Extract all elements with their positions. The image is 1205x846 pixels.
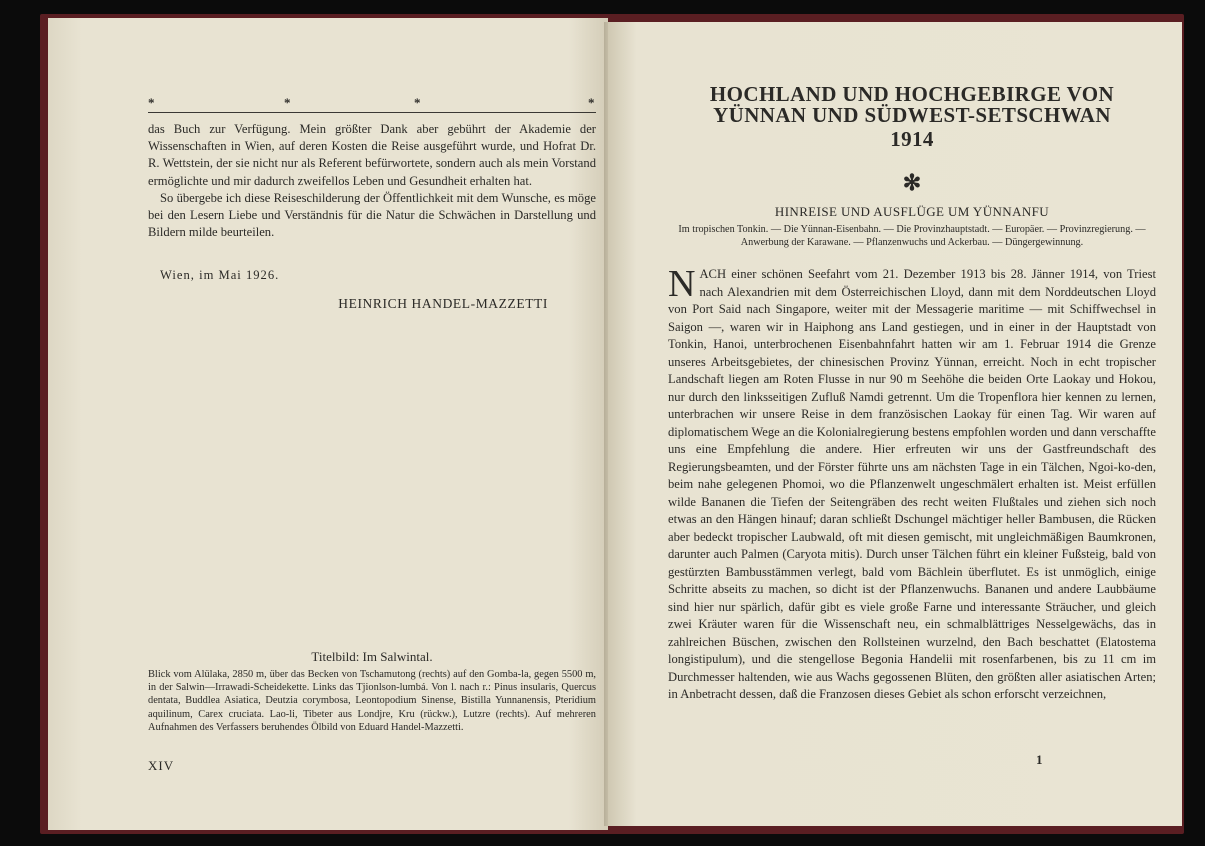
drop-cap: N — [668, 263, 696, 305]
page-number-left: XIV — [148, 758, 175, 773]
left-page — [48, 18, 608, 830]
star-ornament: * — [284, 95, 291, 110]
preface-text — [148, 121, 596, 241]
frontispiece-title: Titelbild: Im Salwintal. — [311, 649, 433, 664]
star-ornament: * — [148, 95, 155, 110]
chapter-summary: Im tropischen Tonkin. — Die Yünnan-Eisenbahn. — Die Provinzhauptstadt. — Europäer. — Provinzregierung. — Anwerbung der Karawane. — Pflanzenwuchs und Ackerbau. — Düngergewinnung. — [678, 224, 1146, 248]
author-signature: HEINRICH HANDEL-MAZZETTI — [338, 296, 548, 311]
ornament-icon: ✻ — [902, 170, 922, 195]
title-line: YÜNNAN UND SÜDWEST-SETSCHWAN — [713, 103, 1111, 127]
title-line: HOCHLAND UND HOCHGEBIRGE VON — [709, 82, 1115, 106]
chapter-heading: HINREISE UND AUSFLÜGE UM YÜNNANFU — [774, 204, 1050, 219]
preface-paragraph-2: So übergebe ich diese Reiseschilderung der Öffentlichkeit mit dem Wunsche, es möge bei den Lesern Liebe und Verständnis für die Natur die Schwächen in Darstellung und Bildern milde beurteilen. — [148, 190, 596, 240]
star-rule — [148, 95, 596, 113]
title-year: 1914 — [890, 127, 934, 151]
book-title — [668, 84, 1156, 150]
chapter-body — [668, 263, 1156, 704]
place-date: Wien, im Mai 1926. — [160, 268, 280, 282]
page-number-right: 1 — [1036, 752, 1043, 767]
right-page — [608, 22, 1182, 826]
frontispiece-caption: Blick vom Alülaka, 2850 m, über das Becken von Tschamutong (rechts) auf den Gomba-la, gegen 5500 m, in der Salwin—Irrawadi-Scheidekette. Links das Tjionlson-lumbá. Von l. nach r.: Pinus insularis, Quercus dentata, Buddlea Asiatica, Deutzia corymbosa, Leontopodium Sinense, Bistilla Yunnanensis, Pteridium aquilinum, Carex cruciata. Lao-li, Tibeter aus Londjre, Kru (rückw.), Lutzre (rechts). Auf mehreren Aufnahmen des Verfassers beruhendes Ölbild von Eduard Handel-Mazzetti. — [148, 669, 596, 733]
star-ornament: * — [414, 95, 421, 110]
body-paragraph: ACH einer schönen Seefahrt vom 21. Dezember 1913 bis 28. Jänner 1914, von Triest nach Alexandrien mit dem Österreichischen Lloyd, dann mit dem Norddeutschen Lloyd von Port Said nach Singapore, weiter mit der Messagerie maritime — mit Schiffwechsel in Saigon —, waren wir in Haiphong ans Land gestiegen, und in einer in der Hauptstadt von Tonkin, Hanoi, unterbrochenen Eisenbahnfahrt hatten wir am 1. Februar 1914 die Grenze unseres Arbeitsgebietes, der chinesischen Provinz Yünnan, erreicht. Noch in echt tropischer Landschaft liegen am Roten Flusse in nur 90 m Seehöhe die beiden Orte Laokay und Hokou, nur durch den linksseitigen Zufluß Namdi getrennt. Um die Tropenflora hier kennen zu lernen, unterbrachen wir unsere Reise in dem französischen Laokay für einen Tag. Wir waren auf diplomatischem Wege an die Kolonialregierung bestens empfohlen worden und dann verschaffte uns eine Empfehlung die andere. Hier erfreuten wir uns der Gastfreundschaft des Regierungsbeamten, und der Förster führte uns am nächsten Tage in ein Tälchen, Ngoi-ko-den, beim nahe gelegenen Phomoi, wo die Pflanzenwelt ungeschmälert erhalten ist. Meist erfüllen wilde Bananen die Tiefen der Seitengräben des recht weiten Flußtales und ziehen sich noch etwas an den Hängen hinauf; daran schließt Dschungel mächtiger heller Bambusen, die Rücken aber bedeckt tropischer Laubwald, oft mit diesen gemischt, mit ungleichmäßigen Baumkronen, darunter auch Palmen (Caryota mitis). Durch unser Tälchen führt ein kleiner Fußsteig, bald von gestürzten Bambusstämmen verlegt, bald vom Bächlein überflutet. Es ist unmöglich, einige Schritte abseits zu machen, so dicht ist der Pflanzenwuchs. Bananen und andere Laubbäume sind hier nur spärlich, dafür gibt es viele große Farne und interessante Sträucher, und gleich zwei Kräuter waren für die Wissenschaft neu, ein schmalblättriges Nesselgewächs, das in zahlreichen Büschen, zwischen den Rollsteinen wurzelnd, den Bach beschattet (Elatostema longistipulum), und die stengellose Begonia Handelii mit rosenfarbenen, bis zu 11 cm im Durchmesser haltenden, wie aus Wachs gegossenen Blüten, den größten aller asiatischen Arten; in Anbetracht dessen, daß die Franzosen dieses Gebiet als schon erforscht verzeichnen, — [668, 267, 1156, 701]
preface-paragraph-1: das Buch zur Verfügung. Mein größter Dank aber gebührt der Akademie der Wissenschaften in Wien, auf deren Kosten die Reise ausgeführt wurde, und Hofrat Dr. R. Wettstein, der sie nicht nur als Referent befürwortete, sondern auch als mein Vorstand ermöglichte und mir dadurch zweifellos Leben und Gesundheit erhalten hat. — [148, 122, 596, 188]
star-ornament: * — [588, 95, 595, 110]
